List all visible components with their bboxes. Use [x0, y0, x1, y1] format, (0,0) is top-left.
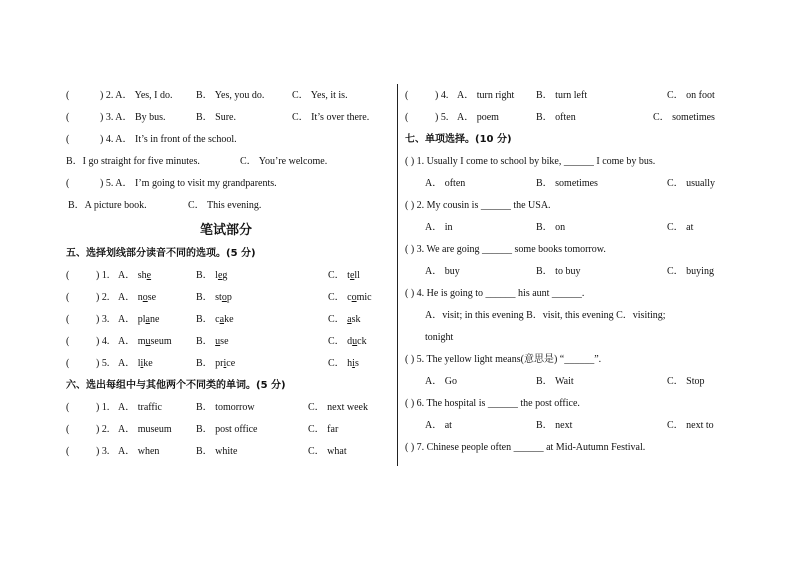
option-text: se	[220, 336, 229, 347]
options-row	[405, 418, 720, 440]
option-a	[118, 268, 151, 284]
options-row	[66, 154, 386, 176]
question-row	[66, 132, 386, 154]
question-row	[66, 422, 386, 444]
question-number: ) 5.	[435, 112, 449, 123]
option-b: B． white	[196, 446, 238, 457]
underlined-letter: u	[352, 336, 358, 347]
option-b	[196, 268, 227, 284]
option-c: C． sometimes	[653, 112, 715, 123]
option-text: ke	[224, 314, 234, 325]
option-a: A． museum	[118, 424, 172, 435]
question-number: ) 3.	[96, 314, 110, 325]
section-6-title: 六、选出每组中与其他两个不同类的单词。(5 分)	[66, 380, 286, 391]
answer-bracket[interactable]: (	[66, 402, 70, 413]
option-c: C． next to	[667, 420, 714, 431]
answer-bracket[interactable]: (	[66, 358, 70, 369]
question-row	[66, 356, 386, 378]
question-text: ( ) 5. The yellow light means(意思是) “______”.	[405, 354, 602, 365]
option-c	[328, 334, 367, 350]
option-text: A． sh	[118, 270, 147, 281]
option-text: B． l	[196, 270, 218, 281]
question-number: ) 2.	[96, 292, 110, 303]
option-b: B． to buy	[536, 266, 581, 277]
option-b: B． sometimes	[536, 178, 598, 189]
option-a: ) 3. A． By bus.	[100, 112, 166, 123]
answer-bracket[interactable]: (	[405, 112, 409, 123]
option-a: A． traffic	[118, 402, 162, 413]
option-b: B． tomorrow	[196, 402, 255, 413]
question-row	[66, 268, 386, 290]
options-row	[405, 264, 720, 286]
option-text: ce	[226, 358, 236, 369]
question-number: ) 4.	[435, 90, 449, 101]
option-b	[196, 312, 234, 328]
option-b: B． often	[536, 112, 576, 123]
underlined-letter: a	[145, 314, 150, 325]
option-text: ke	[143, 358, 153, 369]
underlined-letter: e	[146, 270, 152, 281]
option-b: B． Wait	[536, 376, 574, 387]
option-c: C． Stop	[667, 376, 705, 387]
option-a: A． in	[425, 222, 453, 233]
question-row	[66, 176, 386, 198]
answer-bracket[interactable]: (	[66, 90, 70, 101]
question-row	[405, 88, 720, 110]
options-row	[405, 308, 720, 330]
option-c: C． usually	[667, 178, 716, 189]
underlined-letter: i	[352, 358, 355, 369]
underlined-letter: e	[349, 270, 355, 281]
option-text: B． c	[196, 314, 220, 325]
option-text: B．	[196, 336, 216, 347]
option-c	[328, 312, 361, 328]
right-column	[405, 88, 720, 462]
question-row	[405, 440, 720, 462]
option-c	[328, 268, 360, 284]
option-a: A． poem	[457, 112, 499, 123]
option-text: seum	[150, 336, 172, 347]
options-row	[66, 198, 386, 220]
option-b: B． on	[536, 222, 566, 233]
question-row	[405, 396, 720, 418]
underlined-letter: a	[219, 314, 225, 325]
option-text: A． pl	[118, 314, 146, 325]
options-line: A．visit; in this evening B．visit, this evening C．visiting;	[425, 310, 666, 321]
question-row	[66, 444, 386, 466]
option-a: A． often	[425, 178, 466, 189]
question-row	[405, 154, 720, 176]
option-b: B．A picture book.	[68, 200, 147, 211]
option-text: C． c	[328, 292, 352, 303]
underlined-letter: o	[351, 292, 357, 303]
option-text: ll	[354, 270, 360, 281]
option-c: C． next week	[308, 402, 368, 413]
question-number: ) 1.	[96, 270, 110, 281]
options-row	[405, 220, 720, 242]
question-row	[66, 312, 386, 334]
option-text: A． m	[118, 336, 146, 347]
options-line: tonight	[425, 332, 454, 343]
option-b: B． turn left	[536, 90, 588, 101]
question-row	[405, 286, 720, 308]
answer-bracket[interactable]: (	[66, 112, 70, 123]
underlined-letter: i	[223, 358, 227, 369]
underlined-letter: i	[140, 358, 144, 369]
underlined-letter: a	[347, 314, 352, 325]
answer-bracket[interactable]: (	[66, 314, 70, 325]
question-text: ( ) 1. Usually I come to school by bike, ______ I come by bus.	[405, 156, 656, 167]
option-text: A． n	[118, 292, 143, 303]
option-a: ) 4. A． It’s in front of the school.	[100, 134, 237, 145]
option-b	[196, 356, 235, 372]
answer-bracket[interactable]: (	[405, 90, 409, 101]
option-b: B． next	[536, 420, 573, 431]
option-b: B． Yes, you do.	[196, 90, 265, 101]
option-a	[118, 334, 172, 350]
option-text: C． h	[328, 358, 353, 369]
question-number: ) 5.	[96, 358, 110, 369]
answer-bracket[interactable]: (	[66, 134, 70, 145]
option-a: A． turn right	[457, 90, 515, 101]
question-number: ) 1.	[96, 402, 110, 413]
option-b: B．I go straight for five minutes.	[66, 156, 200, 167]
column-divider	[397, 84, 398, 466]
section-5-title: 五、选择划线部分读音不同的选项。(5 分)	[66, 248, 256, 259]
option-c	[328, 290, 372, 306]
option-c: C． what	[308, 446, 347, 457]
option-a: ) 5. A． I’m going to visit my grandparents.	[100, 178, 277, 189]
options-row	[405, 330, 720, 352]
option-b: B． post office	[196, 424, 258, 435]
question-row	[405, 242, 720, 264]
option-c: C． far	[308, 424, 339, 435]
option-a	[118, 290, 156, 306]
option-c: C． This evening.	[188, 200, 262, 211]
option-a	[118, 356, 153, 372]
underlined-letter: u	[145, 336, 151, 347]
left-column	[66, 88, 386, 466]
answer-bracket[interactable]: (	[66, 424, 70, 435]
option-text: mic	[356, 292, 372, 303]
question-row	[405, 198, 720, 220]
question-number: ) 2.	[96, 424, 110, 435]
option-b	[196, 334, 229, 350]
option-c: C． Yes, it is.	[292, 90, 348, 101]
option-b	[196, 290, 232, 306]
question-row	[66, 400, 386, 422]
option-a	[118, 312, 159, 328]
option-c: C． It’s over there.	[292, 112, 370, 123]
question-row	[66, 110, 386, 132]
question-row	[405, 352, 720, 374]
option-a: A． Go	[425, 376, 457, 387]
option-text: p	[226, 292, 232, 303]
answer-bracket[interactable]: (	[66, 446, 70, 457]
option-c: C． on foot	[667, 90, 715, 101]
answer-bracket[interactable]: (	[66, 292, 70, 303]
question-row	[66, 88, 386, 110]
option-b: B． Sure.	[196, 112, 236, 123]
option-c: C． You’re welcome.	[240, 156, 328, 167]
option-text: C．	[328, 314, 348, 325]
question-number: ) 4.	[96, 336, 110, 347]
question-row	[66, 290, 386, 312]
answer-bracket[interactable]: (	[66, 336, 70, 347]
option-text: C． t	[328, 270, 350, 281]
option-c	[328, 356, 359, 372]
question-row	[66, 334, 386, 356]
options-row	[405, 176, 720, 198]
option-a: A． when	[118, 446, 160, 457]
question-row	[405, 110, 720, 132]
option-a: ) 2. A． Yes, I do.	[100, 90, 173, 101]
written-part-title: 笔试部分	[199, 223, 252, 238]
question-text: ( ) 2. My cousin is ______ the USA.	[405, 200, 551, 211]
answer-bracket[interactable]: (	[66, 270, 70, 281]
option-a: A． buy	[425, 266, 460, 277]
option-a: A． at	[425, 420, 452, 431]
option-text: g	[222, 270, 228, 281]
section-7-title: 七、单项选择。(10 分)	[405, 134, 512, 145]
option-c: C． at	[667, 222, 694, 233]
option-text: B． pr	[196, 358, 224, 369]
option-text: se	[147, 292, 157, 303]
question-text: ( ) 6. The hospital is ______ the post office.	[405, 398, 580, 409]
underlined-letter: o	[142, 292, 148, 303]
underlined-letter: u	[215, 336, 221, 347]
option-c: C． buying	[667, 266, 714, 277]
answer-bracket[interactable]: (	[66, 178, 70, 189]
option-text: sk	[351, 314, 361, 325]
question-text: ( ) 4. He is going to ______ his aunt ______.	[405, 288, 585, 299]
question-text: ( ) 7. Chinese people often ______ at Mid-Autumn Festival.	[405, 442, 646, 453]
question-number: ) 3.	[96, 446, 110, 457]
underlined-letter: o	[221, 292, 227, 303]
option-text: A． l	[118, 358, 141, 369]
options-row	[405, 374, 720, 396]
option-text: ne	[149, 314, 160, 325]
question-text: ( ) 3. We are going ______ some books tomorrow.	[405, 244, 606, 255]
option-text: B． st	[196, 292, 222, 303]
option-text: s	[354, 358, 359, 369]
underlined-letter: e	[217, 270, 223, 281]
option-text: ck	[357, 336, 367, 347]
option-text: C． d	[328, 336, 353, 347]
